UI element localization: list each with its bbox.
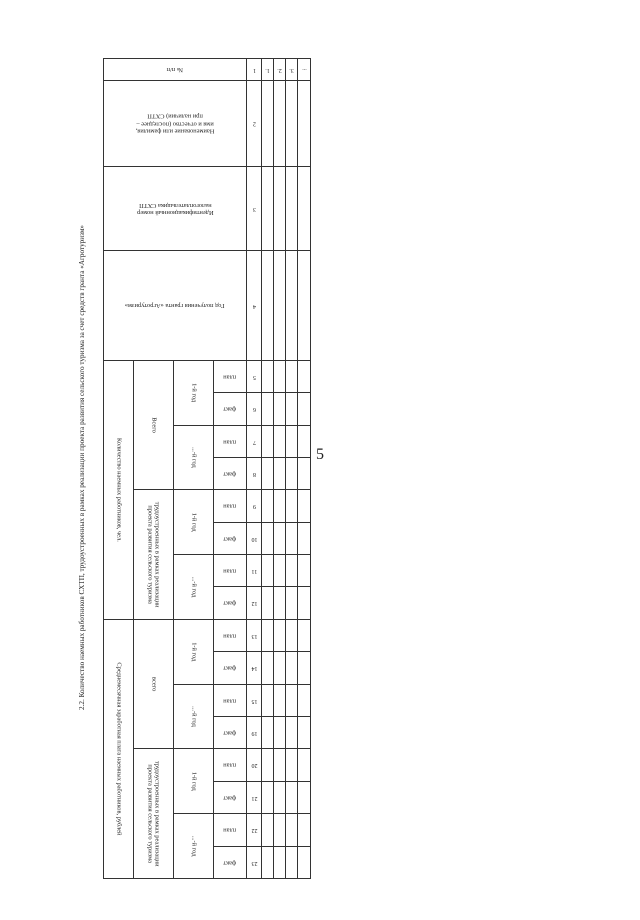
th-group-salary: Среднемесячная заработная плата наемных работников, рублей (104, 619, 134, 878)
th-num: № п/п (104, 59, 247, 81)
col-index: 13 (247, 619, 262, 651)
row-label: 3. (286, 59, 298, 81)
empty-cell (298, 522, 311, 554)
th-year-n: ...-й год (174, 555, 214, 620)
empty-cell (274, 619, 286, 651)
th-inn: Идентификационный номер налогоплательщика СХТП (104, 166, 247, 250)
empty-cell (286, 587, 298, 619)
empty-cell (298, 684, 311, 716)
th-plan: план (214, 555, 247, 587)
th-fact: факт (214, 781, 247, 813)
th-grant-year: Год получения гранта «Агротуризм» (104, 250, 247, 360)
empty-cell (286, 814, 298, 846)
empty-cell (298, 393, 311, 425)
empty-cell (298, 490, 311, 522)
empty-cell (274, 587, 286, 619)
empty-cell (286, 846, 298, 879)
empty-cell (274, 781, 286, 813)
empty-cell (298, 781, 311, 813)
table-row (298, 59, 311, 879)
col-index: 6 (247, 393, 262, 425)
col-index: 12 (247, 587, 262, 619)
th-year-n: ...-й год (174, 684, 214, 749)
th-plan: план (214, 425, 247, 457)
empty-cell (274, 522, 286, 554)
table-row (286, 59, 298, 879)
th-total-count: Всего (134, 360, 174, 490)
empty-cell (286, 652, 298, 684)
col-index: 2 (247, 80, 262, 166)
col-index: 23 (247, 846, 262, 879)
empty-cell (286, 749, 298, 781)
th-total-salary: всего (134, 619, 174, 749)
th-fact: факт (214, 393, 247, 425)
empty-cell (286, 555, 298, 587)
empty-cell (298, 587, 311, 619)
empty-cell (298, 457, 311, 489)
empty-cell (274, 814, 286, 846)
col-index: 19 (247, 717, 262, 749)
col-index: 8 (247, 457, 262, 489)
col-index: 3 (247, 166, 262, 250)
empty-cell (286, 425, 298, 457)
empty-cell (274, 749, 286, 781)
empty-cell (286, 684, 298, 716)
empty-cell (274, 652, 286, 684)
empty-cell (298, 166, 311, 250)
col-index: 5 (247, 360, 262, 392)
th-fact: факт (214, 587, 247, 619)
th-group-count: Количество наемных работников, чел. (104, 360, 134, 619)
empty-cell (298, 555, 311, 587)
empty-cell (274, 684, 286, 716)
th-fact: факт (214, 652, 247, 684)
table-row (274, 59, 286, 879)
th-year-1: 1-й год (174, 749, 214, 814)
empty-cell (298, 846, 311, 879)
empty-cell (298, 360, 311, 392)
row-label: 2. (274, 59, 286, 81)
th-name: Наименование или фамилия, имя и отчество (последнее – при наличии) СХТП (104, 80, 247, 166)
empty-cell (298, 717, 311, 749)
employee-count-salary-table (103, 58, 311, 879)
th-plan: план (214, 814, 247, 846)
th-plan: план (214, 490, 247, 522)
th-employed-count: трудоустроенных в рамках реализации проекта развития сельского туризма (134, 490, 174, 620)
col-index: 14 (247, 652, 262, 684)
col-index: 21 (247, 781, 262, 813)
empty-cell (274, 360, 286, 392)
th-plan: план (214, 619, 247, 651)
col-index: 10 (247, 522, 262, 554)
empty-cell (286, 360, 298, 392)
table-row (262, 59, 274, 879)
th-year-n: ...-й год (174, 425, 214, 490)
col-index: 4 (247, 250, 262, 360)
empty-cell (274, 717, 286, 749)
th-year-1: 1-й год (174, 619, 214, 684)
th-plan: план (214, 360, 247, 392)
col-index: 22 (247, 814, 262, 846)
col-index: 20 (247, 749, 262, 781)
empty-cell (298, 749, 311, 781)
th-year-1: 1-й год (174, 490, 214, 555)
empty-cell (286, 393, 298, 425)
empty-cell (298, 814, 311, 846)
empty-cell (286, 717, 298, 749)
th-employed-salary: трудоустроенных в рамках реализации проекта развития сельского туризма (134, 749, 174, 879)
row-label: ... (298, 59, 311, 81)
empty-cell (286, 619, 298, 651)
page-number: 5 (316, 446, 324, 463)
empty-cell (298, 619, 311, 651)
th-year-1: 1-й год (174, 360, 214, 425)
empty-cell (274, 555, 286, 587)
col-index: 15 (247, 684, 262, 716)
empty-cell (274, 846, 286, 879)
th-fact: факт (214, 522, 247, 554)
empty-cell (274, 457, 286, 489)
th-plan: план (214, 684, 247, 716)
th-plan: план (214, 749, 247, 781)
th-fact: факт (214, 457, 247, 489)
rotated-table-wrap (103, 58, 310, 879)
col-index: 9 (247, 490, 262, 522)
empty-cell (298, 652, 311, 684)
col-index: 11 (247, 555, 262, 587)
th-fact: факт (214, 846, 247, 879)
empty-cell (286, 457, 298, 489)
empty-cell (274, 393, 286, 425)
empty-cell (286, 522, 298, 554)
empty-cell (286, 490, 298, 522)
th-year-n: ...-й год (174, 814, 214, 879)
col-index: 1 (247, 59, 262, 81)
empty-cell (274, 425, 286, 457)
col-index: 7 (247, 425, 262, 457)
empty-cell (286, 781, 298, 813)
empty-cell (298, 425, 311, 457)
empty-cell (298, 80, 311, 166)
section-heading: 2.2. Количество наемных работников СХТП, трудоустроенных в рамках реализации проекта развития сельского туризма за счет средств гранта «Агротуризм» (78, 225, 86, 710)
row-label: 1. (262, 59, 274, 81)
empty-cell (274, 490, 286, 522)
th-fact: факт (214, 717, 247, 749)
